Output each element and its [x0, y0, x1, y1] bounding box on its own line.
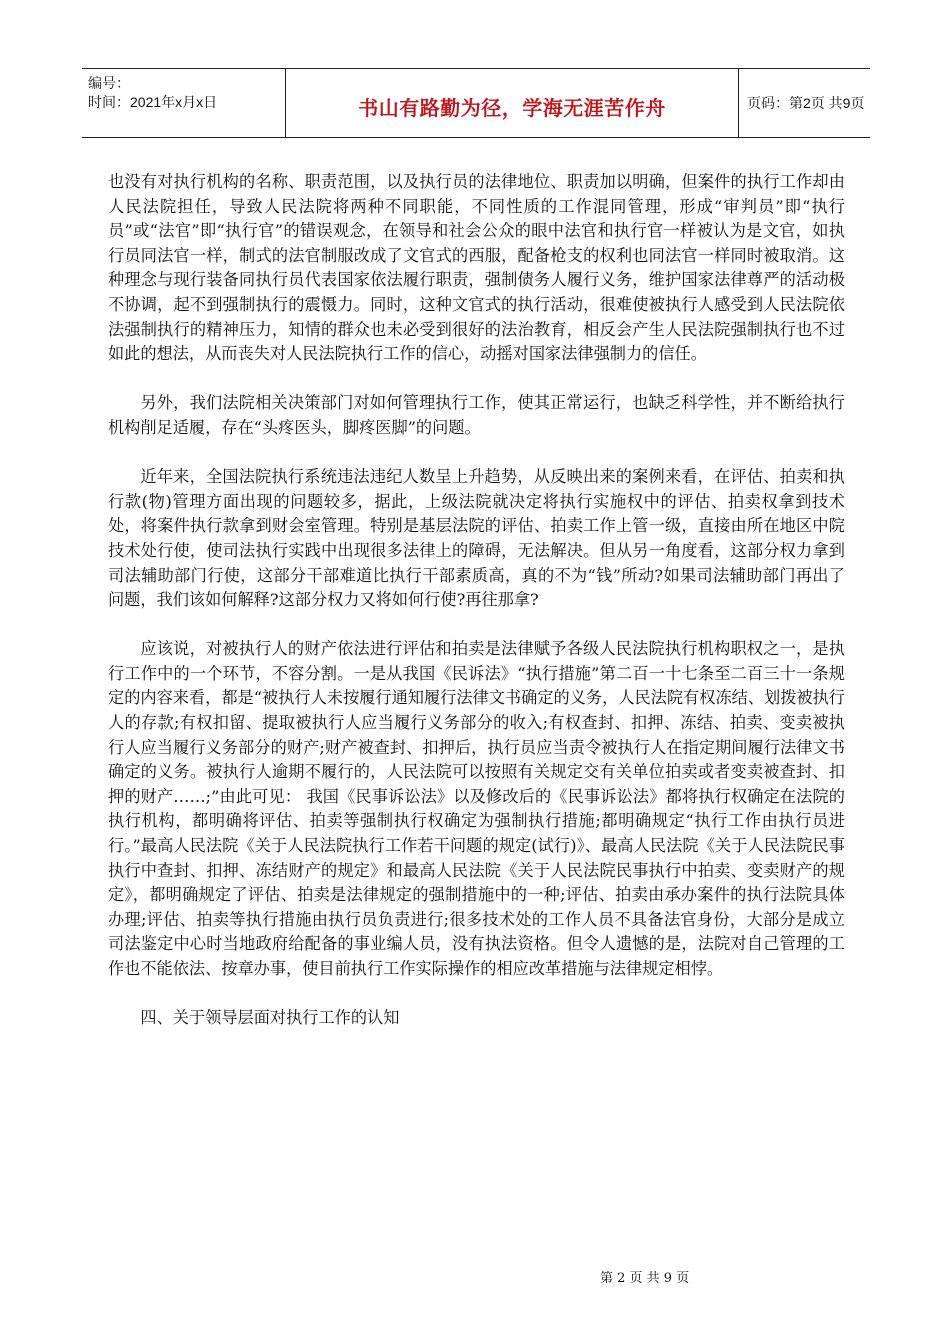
body-paragraph: 也没有对执行机构的名称、职责范围，以及执行员的法律地位、职责加以明确，但案件的执行工作却由人民法院担任，导致人民法院将两种不同职能，不同性质的工作混同管理，形成“审判员”即“执行员”或“法官”即“执行官”的错误观念，在领导和社会公众的眼中法官和执行官一样被认为是文官，如执行员同法官一样，制式的法官制服改成了文官式的西服，配备枪支的权利也同法官一样同时被取消。这种理念与现行装备同执行员代表国家依法履行职责，强制债务人履行义务，维护国家法律尊严的活动极不协调，起不到强制执行的震慑力。同时，这种文官式的执行活动，很难使被执行人感受到人民法院依法强制执行的精神压力，知情的群众也未必受到很好的法治教育，相反会产生人民法院强制执行也不过如此的想法，从而丧失对人民法院执行工作的信心，动摇对国家法律强制力的信任。: [108, 172, 845, 364]
page-footer: 第 2 页 共 9 页: [600, 1271, 690, 1286]
body-paragraph: 另外，我们法院相关决策部门对如何管理执行工作，使其正常运行，也缺乏科学性，并不断给执行机构削足适履，存在“头疼医头，脚疼医脚”的问题。: [108, 393, 845, 437]
section-heading: 四、关于领导层面对执行工作的认知: [140, 1008, 400, 1028]
header-page-cell: [739, 69, 870, 137]
header-meta-cell: [82, 69, 286, 137]
page-header: [82, 68, 870, 138]
header-motto: 书山有路勤为径，学海无涯苦作舟: [358, 96, 666, 120]
doc-number-label: 编号：: [88, 75, 130, 91]
body-paragraph: 近年来，全国法院执行系统违法违纪人数呈上升趋势，从反映出来的案例来看，在评估、拍卖和执行款(物)管理方面出现的问题较多，据此，上级法院就决定将执行实施权中的评估、拍卖权拿到技术处，将案件执行款拿到财会室管理。特别是基层法院的评估、拍卖工作上管一级，直接由所在地区中院技术处行使，使司法执行实践中出现很多法律上的障碍，无法解决。但从另一角度看，这部分权力拿到司法辅助部门行使，这部分干部难道比执行干部素质高，真的不为“钱”所动?如果司法辅助部门再出了问题，我们该如何解释?这部分权力又将如何行使?再往那拿?: [108, 467, 845, 610]
header-motto-cell: [286, 69, 739, 137]
header-page-label: 页码：第2页 共9页: [747, 95, 865, 111]
document-body: [108, 170, 845, 1031]
doc-time-label: 时间：2021年x月x日: [88, 94, 218, 110]
body-paragraph: 应该说，对被执行人的财产依法进行评估和拍卖是法律赋予各级人民法院执行机构职权之一，是执行工作中的一个环节，不容分割。一是从我国《民诉法》“执行措施”第二百一十七条至二百三十一条规定的内容来看，都是“被执行人未按履行通知履行法律文书确定的义务，人民法院有权冻结、划拨被执行人的存款;有权扣留、提取被执行人应当履行义务部分的收入;有权查封、扣押、冻结、拍卖、变卖被执行人应当履行义务部分的财产;财产被查封、扣押后，执行员应当责令被执行人在指定期间履行法律文书确定的义务。被执行人逾期不履行的，人民法院可以按照有关规定交有关单位拍卖或者变卖被查封、扣押的财产……;”由此可见： 我国《民事诉讼法》以及修改后的《民事诉讼法》都将执行权确定在法院的执行机构，都明确将评估、拍卖等强制执行权确定为强制执行措施;都明确规定“执行工作由执行员进行。”最高人民法院《关于人民法院执行工作若干问题的规定(试行)》、最高人民法院《关于人民法院民事执行中查封、扣押、冻结财产的规定》和最高人民法院《关于人民法院民事执行中拍卖、变卖财产的规定》，都明确规定了评估、拍卖是法律规定的强制措施中的一种;评估、拍卖由承办案件的执行法院具体办理;评估、拍卖等执行措施由执行员负责进行;很多技术处的工作人员不具备法官身份，大部分是成立司法鉴定中心时当地政府给配备的事业编人员，没有执法资格。但令人遗憾的是，法院对自己管理的工作也不能依法、按章办事，使目前执行工作实际操作的相应改革措施与法律规定相悖。: [108, 639, 845, 978]
